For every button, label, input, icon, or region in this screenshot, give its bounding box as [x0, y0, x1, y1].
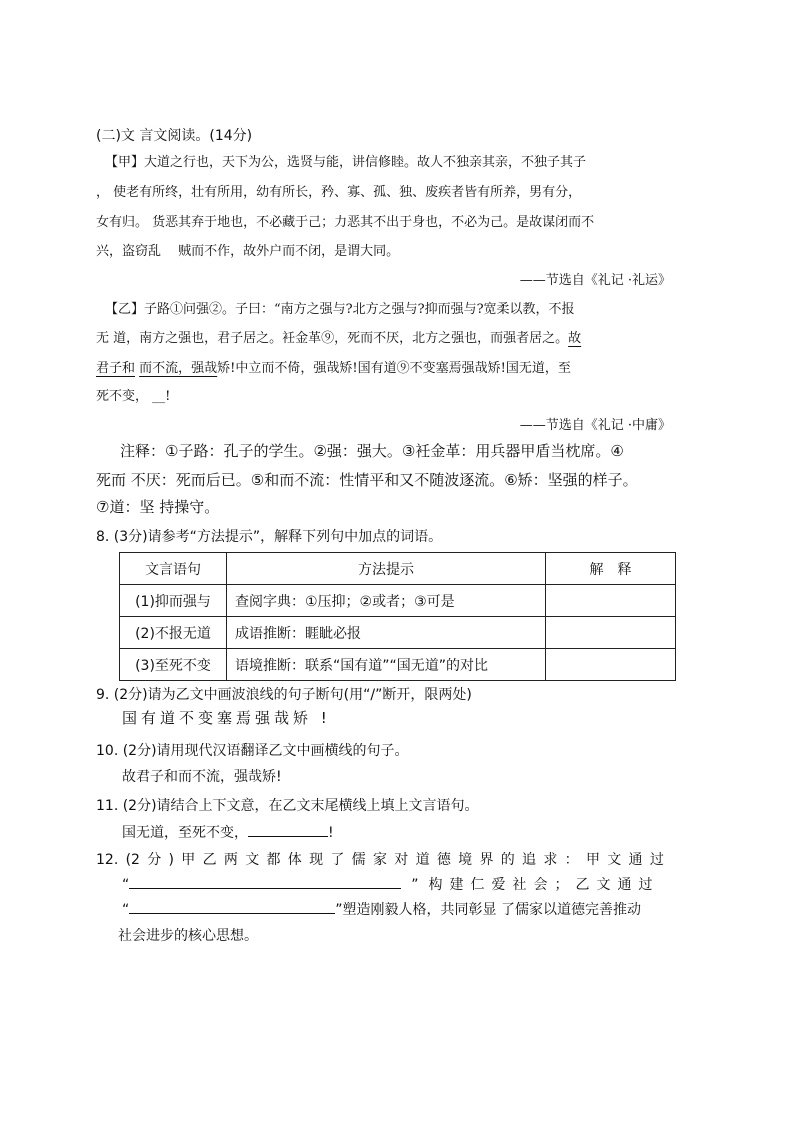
q12-token: 对: [394, 852, 409, 868]
section-title: (二)文 言文阅读。(14分): [96, 128, 253, 144]
table-row: [120, 649, 676, 681]
hint-cell: 语境推断：联系“国有道”“国无道”的对比: [227, 649, 546, 681]
table-header: 文言语句: [120, 553, 227, 585]
q12-token: 两: [223, 852, 238, 868]
question-12-line: 社会进步的核心思想。: [118, 928, 258, 944]
note-line: ⑦道：坚 持操守。: [96, 498, 220, 516]
q12-token: 求: [543, 852, 558, 868]
question-8-prompt: 8. (3分)请参考“方法提示”，解释下列句中加点的词语。: [96, 529, 443, 545]
phrase-cell: (1)抑而强与: [120, 585, 227, 617]
passage-text: 矫!中立而不倚，强哉矫!国有道⑨不变塞焉强哉矫!国无道，至: [217, 361, 571, 376]
passage-line: 女有归。 货恶其弃于地也，不必藏于己；力恶其不出于身也，不必为己。是故谋闭而不: [96, 215, 595, 230]
cloze-text: 国无道，至死不变，: [122, 825, 248, 841]
q12-token: 分: [147, 852, 162, 868]
question-10-prompt: 10. (2分)请用现代汉语翻译乙文中画横线的句子。: [96, 743, 409, 759]
answer-cell[interactable]: [546, 649, 676, 681]
passage-line: [96, 332, 581, 345]
q12-token: 12.: [96, 852, 119, 868]
answer-cell[interactable]: [546, 585, 676, 617]
passage-line: 死不变， __!: [96, 389, 171, 404]
source-citation: ——节选自《礼记 ·礼运》: [519, 273, 671, 288]
note-line: 死而 不厌：死而后已。⑤和而不流：性情平和又不随波逐流。⑥矫：坚强的样子。: [96, 471, 638, 489]
question-12-line: [96, 853, 664, 867]
question-11-prompt: 11. (2分)请结合上下文意，在乙文末尾横线上填上文言语句。: [96, 798, 479, 814]
q12-text: ”塑造刚毅人格，共同彰显 了儒家以道德完善推动: [335, 902, 641, 918]
quote-mark: “: [122, 902, 130, 918]
answer-blank[interactable]: [248, 836, 328, 837]
cloze-text: !: [328, 825, 334, 841]
table-header-row: [120, 553, 676, 585]
source-citation: ——节选自《礼记 ·中庸》: [519, 418, 671, 433]
passage-line: 【乙】子路①问强②。子曰：“南方之强与?北方之强与?抑而强与?宽柔以教，不报: [105, 302, 575, 317]
q12-token: 甲: [585, 852, 600, 868]
q12-token: 文: [607, 852, 622, 868]
q12-token: 文: [245, 852, 260, 868]
q12-token: 现: [309, 852, 324, 868]
quote-mark: ”: [411, 877, 419, 893]
passage-text: 无 道，南方之强也，君子居之。衽金革⑨，死而不厌，北方之强也，而强者居之。: [96, 331, 569, 346]
underlined-text: 故: [568, 331, 582, 346]
q12-token: 乙: [202, 852, 217, 868]
question-10-sentence: 故君子和而不流，强哉矫!: [122, 769, 282, 785]
q12-token: 都: [266, 852, 281, 868]
phrase-cell: (3)至死不变: [120, 649, 227, 681]
table-row: [120, 585, 676, 617]
answer-cell[interactable]: [546, 617, 676, 649]
q12-token: 境: [458, 852, 473, 868]
q12-token: ：: [564, 852, 579, 868]
quote-mark: “: [122, 877, 130, 893]
passage-line: [96, 362, 571, 375]
q12-token: 儒: [351, 852, 366, 868]
question-9-sentence: 国有道不变塞焉强哉矫 !: [122, 709, 331, 727]
q12-token: 过: [649, 852, 664, 868]
method-table: [119, 552, 676, 681]
answer-blank[interactable]: [129, 913, 335, 914]
question-11-line: [122, 826, 334, 840]
q12-token: 德: [436, 852, 451, 868]
question-12-line: [122, 878, 660, 892]
table-header: 解 释: [546, 553, 676, 585]
phrase-cell: (2)不报无道: [120, 617, 227, 649]
q12-token: 了: [330, 852, 345, 868]
underlined-text: 君子和: [96, 361, 136, 376]
question-12-line: [122, 903, 641, 917]
underlined-text: 而不流，强哉: [139, 361, 218, 376]
q12-token: 追: [522, 852, 537, 868]
passage-line: ， 使老有所终，壮有所用，幼有所长，矜、寡、孤、独、废疾者皆有所养，男有分，: [96, 185, 582, 200]
note-line: 注释：①子路：孔子的学生。②强：强大。③衽金革：用兵器甲盾当枕席。④: [120, 442, 624, 460]
answer-blank[interactable]: [129, 888, 401, 889]
q12-token: (2: [125, 852, 140, 868]
table-row: [120, 617, 676, 649]
passage-line: 【甲】大道之行也，天下为公，选贤与能，讲信修睦。故人不独亲其亲，不独子其子: [105, 155, 587, 170]
q12-token: 通: [628, 852, 643, 868]
q12-token: 家: [372, 852, 387, 868]
table-header: 方法提示: [227, 553, 546, 585]
question-9-prompt: 9. (2分)请为乙文中画波浪线的句子断句(用“/”断开，限两处): [96, 687, 472, 703]
q12-token: 的: [500, 852, 515, 868]
q12-token: 甲: [181, 852, 196, 868]
q12-text: 构建仁爱社会；乙文通过: [428, 877, 660, 893]
hint-cell: 查阅字典：①压抑；②或者；③可是: [227, 585, 546, 617]
q12-token: 界: [479, 852, 494, 868]
q12-token: ): [168, 852, 174, 868]
q12-token: 道: [415, 852, 430, 868]
q12-token: 体: [287, 852, 302, 868]
passage-line: 兴，盗窃乱 贼而不作，故外户而不闭，是谓大同。: [96, 244, 400, 259]
hint-cell: 成语推断：睚眦必报: [227, 617, 546, 649]
